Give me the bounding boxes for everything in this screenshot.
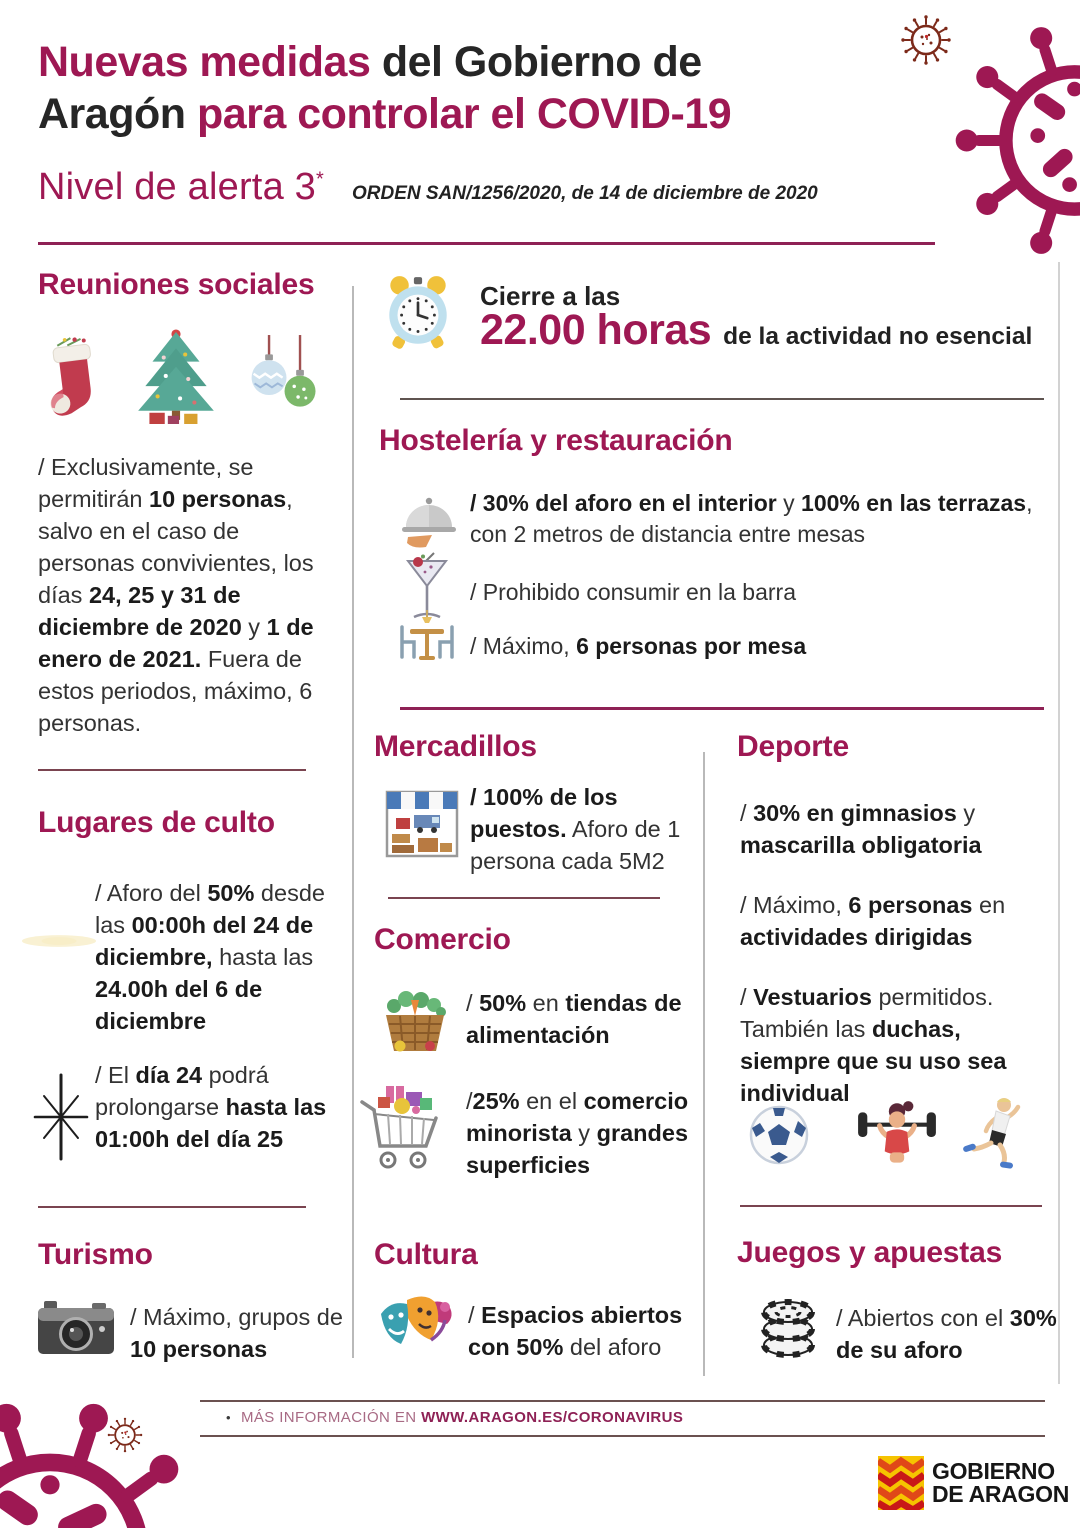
christmas-icons-row bbox=[42, 322, 322, 434]
serving-cloche-icon bbox=[398, 490, 460, 550]
grocery-basket-icon bbox=[378, 984, 452, 1060]
deporte-item: / Vestuarios permitidos. También las duchas, siempre que su uso sea individual bbox=[740, 984, 1007, 1106]
page-edge-line bbox=[1058, 262, 1060, 1384]
comercio-item: /25% en el comercio minorista y grandes superficies bbox=[466, 1088, 689, 1178]
virus-small-icon bbox=[104, 1414, 146, 1456]
divider bbox=[388, 897, 660, 899]
runner-icon bbox=[960, 1092, 1024, 1176]
alarm-clock-icon bbox=[380, 272, 456, 352]
culto-item: / Aforo del 50% desde las 00:00h del 24 de diciembre, hasta las 24.00h del 6 de diciembre bbox=[95, 880, 325, 1034]
poker-chips-icon bbox=[752, 1294, 824, 1362]
camera-icon bbox=[36, 1296, 116, 1358]
culto-item: / El día 24 podrá prolongarse hasta las 01:00h del día 25 bbox=[95, 1062, 327, 1152]
candle-glow-icon bbox=[20, 926, 98, 956]
hosteleria-item: / Máximo, 6 personas por mesa bbox=[470, 633, 807, 659]
soccer-ball-icon bbox=[748, 1104, 810, 1166]
divider bbox=[38, 1206, 306, 1208]
page-title: Nuevas medidas del Gobierno de Aragón para controlar el COVID-19 bbox=[38, 38, 732, 139]
turismo-item: / Máximo, grupos de 10 personas bbox=[130, 1304, 343, 1362]
virus-icon bbox=[952, 18, 1080, 263]
mercadillos-item: / 100% de los puestos. Aforo de 1 persona cada 5M2 bbox=[470, 784, 681, 874]
weightlifter-icon bbox=[854, 1098, 940, 1176]
reuniones-body: / Exclusivamente, se permitirán 10 personas, salvo en el caso de personas convivientes, los días 24, 25 y 31 de diciembre de 2020 y 1 de enero de 2021. Fuera de estos periodos, máximo, 6 personas. bbox=[38, 454, 314, 736]
section-heading-comercio: Comercio bbox=[374, 923, 511, 956]
section-heading-turismo: Turismo bbox=[38, 1238, 153, 1271]
divider bbox=[400, 398, 1044, 400]
table-chairs-icon bbox=[394, 608, 460, 668]
order-reference: ORDEN SAN/1256/2020, de 14 de diciembre de 2020 bbox=[351, 183, 818, 204]
alert-level-row bbox=[38, 166, 818, 209]
column-divider bbox=[352, 286, 354, 1358]
divider bbox=[38, 769, 306, 771]
section-heading-culto: Lugares de culto bbox=[38, 806, 275, 839]
footer-url: WWW.ARAGON.ES/CORONAVIRUS bbox=[421, 1409, 684, 1426]
star-icon bbox=[28, 1070, 94, 1164]
logo-text: GOBIERNO DE ARAGON bbox=[932, 1457, 1070, 1507]
section-heading-mercadillos: Mercadillos bbox=[374, 730, 537, 763]
section-heading-reuniones: Reuniones sociales bbox=[38, 268, 315, 301]
hosteleria-item: / 30% del aforo en el interior y 100% en las terrazas, con 2 metros de distancia entre mesas bbox=[470, 490, 1033, 548]
aragon-flag-icon bbox=[878, 1456, 924, 1510]
footer-info: • MÁS INFORMACIÓN EN WWW.ARAGON.ES/CORONAVIRUS bbox=[226, 1409, 684, 1426]
deporte-item: / 30% en gimnasios y mascarilla obligatoria bbox=[740, 800, 982, 858]
closure-time: 22.00 horas bbox=[480, 306, 712, 354]
gobierno-aragon-logo bbox=[878, 1456, 1069, 1510]
hosteleria-item: / Prohibido consumir en la barra bbox=[470, 579, 796, 605]
section-heading-deporte: Deporte bbox=[737, 730, 849, 763]
theater-masks-icon bbox=[376, 1292, 460, 1364]
deporte-item: / Máximo, 6 personas en actividades dirigidas bbox=[740, 892, 1006, 950]
footer-rule bbox=[200, 1435, 1045, 1437]
juegos-item: / Abiertos con el 30% de su aforo bbox=[836, 1305, 1057, 1363]
closure-line1: Cierre a las bbox=[480, 281, 621, 311]
footer-rule bbox=[200, 1400, 1045, 1402]
virus-icon bbox=[0, 1392, 210, 1528]
alert-level: Nivel de alerta 3* bbox=[38, 166, 324, 208]
comercio-item: / 50% en tiendas de alimentación bbox=[466, 990, 682, 1048]
virus-small-icon bbox=[896, 10, 956, 70]
bullet-icon: • bbox=[226, 1410, 231, 1425]
section-heading-juegos: Juegos y apuestas bbox=[737, 1236, 1003, 1269]
christmas-tree-icon bbox=[130, 322, 222, 434]
shopping-cart-icon bbox=[356, 1080, 456, 1180]
closure-line2 bbox=[480, 306, 1032, 355]
section-heading-cultura: Cultura bbox=[374, 1238, 478, 1271]
christmas-stocking-icon bbox=[42, 332, 112, 434]
header-rule bbox=[38, 242, 935, 245]
section-heading-hosteleria: Hostelería y restauración bbox=[379, 424, 733, 457]
divider bbox=[740, 1205, 1042, 1207]
ornaments-icon bbox=[240, 329, 322, 434]
divider bbox=[400, 707, 1044, 710]
cultura-item: / Espacios abiertos con 50% del aforo bbox=[468, 1302, 683, 1360]
closure-rest: de la actividad no esencial bbox=[723, 323, 1033, 350]
market-stall-icon bbox=[384, 788, 460, 860]
